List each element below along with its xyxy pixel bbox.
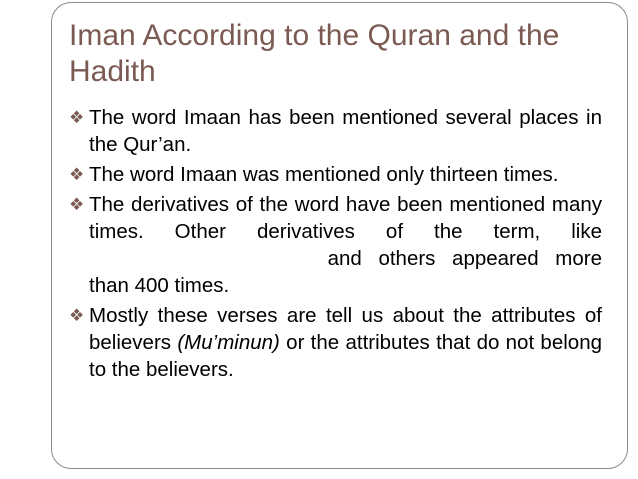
- bullet-item: [69, 104, 602, 158]
- bullet-text: The word Imaan has been mentioned several places in the Qur’an.: [89, 106, 602, 156]
- bullet-item: [69, 302, 602, 383]
- diamond-bullet-icon: ❖: [69, 195, 85, 214]
- diamond-bullet-icon: ❖: [69, 306, 85, 325]
- bullet-text-part-b: and others appeared more than 400 times.: [89, 247, 602, 297]
- bullet-text-part-b: or the attributes that do not belong to the believers.: [89, 331, 602, 381]
- bullet-text-part-a: The derivatives of the word have been mentioned many times. Other derivatives of the term, like: [89, 193, 602, 243]
- bullet-italic-term: (Mu’minun): [177, 331, 280, 354]
- slide-title: Iman According to the Quran and the Hadith: [69, 19, 560, 88]
- bullet-text-part-a: Mostly these verses are tell us about the attributes of believers: [89, 304, 602, 354]
- bullet-item: [69, 161, 602, 188]
- bullet-list: [69, 104, 602, 383]
- diamond-bullet-icon: ❖: [69, 108, 85, 127]
- bullet-item: [69, 191, 602, 299]
- bullet-text: The word Imaan was mentioned only thirteen times.: [89, 163, 559, 186]
- diamond-bullet-icon: ❖: [69, 165, 85, 184]
